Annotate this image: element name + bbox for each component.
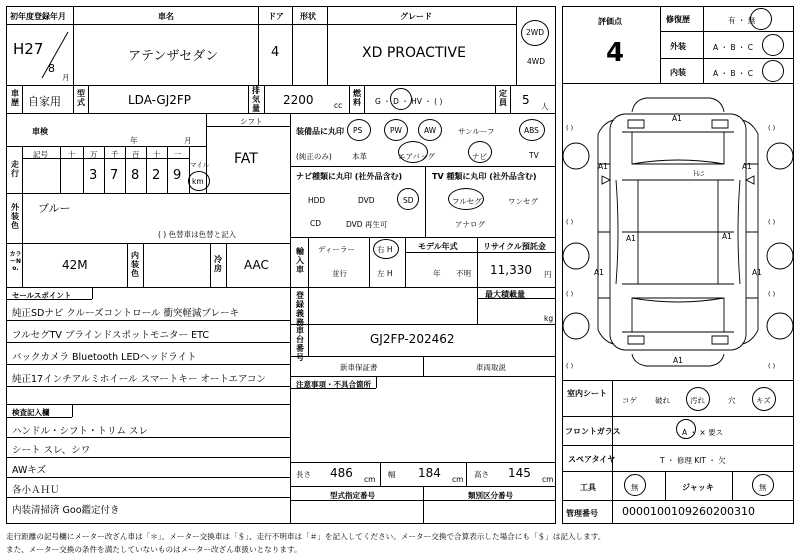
drive-2wd: 2WD <box>526 28 544 37</box>
spare-tire-options: T ・ 修理 KIT ・ 欠 <box>660 456 726 465</box>
door-count: 4 <box>271 45 280 60</box>
jack-label: ジャッキ <box>682 483 714 492</box>
displacement-unit: cc <box>334 101 343 110</box>
exterior-color-note: ( ) 色替車は色替と記入 <box>158 230 237 239</box>
width-label: 幅 <box>388 470 396 479</box>
chassis-label: 車台番号 <box>296 326 304 362</box>
tv-type-label: TV 種類に丸印 (社外品含む) <box>432 172 537 181</box>
mileage-header-sen: 千 <box>111 150 119 159</box>
equipment-sub: (純正のみ) <box>296 152 332 161</box>
seat-item: コゲ <box>622 396 637 405</box>
equip-leather: 本革 <box>352 152 367 161</box>
mileage-digit: 3 <box>89 168 98 183</box>
svg-text:( ): ( ) <box>768 362 776 370</box>
mileage-header-man: 万 <box>90 150 98 159</box>
inspection-month-unit: 月 <box>184 136 192 145</box>
mileage-unit-mile: マイル <box>190 161 210 169</box>
tools-label: 工具 <box>580 483 596 492</box>
seat-item: 破れ <box>655 396 670 405</box>
mgmt-no-value: 0000100109260200310 <box>622 505 755 518</box>
svg-text:( ): ( ) <box>566 218 574 226</box>
class-label: 類別区分番号 <box>468 491 513 500</box>
import-parallel: 並行 <box>332 269 347 278</box>
sales-points-header: セールスポイント <box>12 291 72 300</box>
equip-tv: TV <box>529 151 539 160</box>
damage-mark: A1 <box>673 356 683 365</box>
chassis-value: GJ2FP-202462 <box>370 332 455 346</box>
damage-mark: A1 <box>752 268 762 277</box>
interior-color-label: 内装色 <box>131 251 139 278</box>
mileage-digit: 9 <box>173 168 182 183</box>
interior-eval-options: A ・ B ・ C <box>713 69 754 78</box>
mileage-label: 走行 <box>11 160 19 178</box>
damage-mark: A1 <box>722 232 732 241</box>
drive-4wd: 4WD <box>527 57 545 66</box>
sales-point-line: バックカメラ Bluetooth LEDヘッドライト <box>12 352 197 363</box>
first-registration-month: 8 <box>48 62 55 75</box>
recycle-unit: 円 <box>544 270 552 279</box>
car-name-label: 車名 <box>158 12 174 21</box>
fuel-options: G ・ D ・ HV ・ ( ) <box>375 97 443 106</box>
exterior-color-value: ブルー <box>38 202 71 215</box>
svg-text:( ): ( ) <box>566 124 574 132</box>
mileage-digit: 2 <box>152 168 161 183</box>
inspector-line: AWキズ <box>12 465 47 476</box>
svg-text:( ): ( ) <box>566 362 574 370</box>
sales-point-line: フルセグTV ブラインドスポットモニター ETC <box>12 330 209 341</box>
model-label: 型式 <box>77 89 85 107</box>
length-label: 長さ <box>296 470 311 479</box>
mileage-header-hyaku: 百 <box>132 150 140 159</box>
capacity-value: 5 <box>522 93 530 107</box>
interior-eval-label: 内装 <box>670 68 686 77</box>
tools-value: 無 <box>631 483 639 492</box>
import-label: 輸入車 <box>296 247 304 274</box>
tv-oneseg: ワンセグ <box>508 197 538 206</box>
mileage-digit: 7 <box>110 168 119 183</box>
damage-mark: A1 <box>626 234 636 243</box>
mileage-unit-km: km <box>192 177 204 186</box>
equip-aw: AW <box>424 126 437 135</box>
width-unit: cm <box>452 475 464 484</box>
fuel-label: 燃料 <box>353 89 361 107</box>
inspector-line: 内装清掃済 Goo鑑定付き <box>12 505 120 516</box>
seat-item: 穴 <box>728 396 736 405</box>
import-dealer: ディーラー <box>318 245 355 254</box>
door-label: ドア <box>268 12 284 21</box>
score-value: 4 <box>606 38 625 68</box>
shift-label: シフト <box>240 117 263 126</box>
registration-label: 登録義務 <box>296 291 304 327</box>
first-registration-year: H27 <box>13 40 44 58</box>
car-name: アテンザセダン <box>128 49 219 64</box>
height-unit: cm <box>542 475 554 484</box>
recycle-value: 11,330 <box>490 263 532 277</box>
inspection-label: 車検 <box>32 127 48 136</box>
navi-sd: SD <box>403 196 414 205</box>
color-no-label: カラーNo. <box>9 251 22 272</box>
exterior-color-label: 外装色 <box>11 203 19 230</box>
height-label: 高さ <box>474 470 489 479</box>
damage-mark: A1 <box>742 162 752 171</box>
mileage-digit: 8 <box>131 168 140 183</box>
equip-ps: PS <box>353 126 363 135</box>
displacement-value: 2200 <box>283 93 314 107</box>
inspection-year-unit: 年 <box>130 136 138 145</box>
repair-none-circle <box>750 8 772 30</box>
shift-value: FAT <box>234 151 258 167</box>
repair-label: 修復歴 <box>666 15 690 24</box>
capacity-label: 定員 <box>499 89 507 107</box>
length-value: 486 <box>330 466 353 480</box>
model-value: LDA-GJ2FP <box>128 93 192 107</box>
spare-tire-label: スペアタイヤ <box>568 455 616 464</box>
usage-value: 自家用 <box>28 95 61 108</box>
mileage-header-juu: 十 <box>153 150 161 159</box>
seat-item: 汚れ <box>690 396 705 405</box>
windshield-label: フロントガラス <box>565 427 621 436</box>
jack-value: 無 <box>759 483 767 492</box>
mgmt-no-label: 管理番号 <box>566 509 598 518</box>
windshield-a-circle <box>676 419 696 439</box>
model-year-label: モデル年式 <box>418 242 458 251</box>
damage-mark: A1 <box>598 162 608 171</box>
svg-text:( ): ( ) <box>768 124 776 132</box>
exterior-eval-options: A ・ B ・ C <box>713 43 754 52</box>
equip-airbag: エアバッグ <box>398 152 435 161</box>
svg-text:( ): ( ) <box>566 290 574 298</box>
grade-value: XD PROACTIVE <box>362 45 466 61</box>
mileage-header-10man: 十 <box>68 150 76 159</box>
navi-dvd: DVD <box>358 196 375 205</box>
type-cert-label: 型式指定番号 <box>330 491 375 500</box>
mileage-header-ichi: 一 <box>174 150 182 159</box>
equipment-label: 装備品に丸印 <box>296 127 344 136</box>
model-year-unknown: 不明 <box>456 269 471 278</box>
damage-mark: A1 <box>672 114 682 123</box>
displacement-label: 排気量 <box>252 86 260 113</box>
notes-label: 注意事項・不具合箇所 <box>296 380 371 389</box>
model-year-unit: 年 <box>433 269 441 278</box>
color-no-value: 42M <box>62 258 88 272</box>
damage-mark: A1 <box>594 268 604 277</box>
width-value: 184 <box>418 466 441 480</box>
score-label: 評価点 <box>598 17 622 26</box>
windshield-options: A ・ × 要ス <box>682 428 724 437</box>
import-right: 右 H <box>377 245 393 254</box>
shape-label: 形状 <box>300 12 316 21</box>
max-load-label: 最大積載量 <box>485 290 525 299</box>
fuel-diesel-circle <box>390 88 412 110</box>
svg-text:( ): ( ) <box>768 290 776 298</box>
navi-hdd: HDD <box>308 196 326 205</box>
navi-type-label: ナビ種類に丸印 (社外品含む) <box>296 172 403 181</box>
navi-dvd-play: DVD 再生可 <box>346 220 388 229</box>
tv-analog: アナログ <box>455 220 485 229</box>
height-value: 145 <box>508 466 531 480</box>
length-unit: cm <box>364 475 376 484</box>
exterior-eval-label: 外装 <box>670 42 686 51</box>
equip-sunroof: サンルーフ <box>458 127 495 136</box>
import-left: 左 H <box>377 269 393 278</box>
equip-pw: PW <box>390 126 402 135</box>
sales-point-line: 純正SDナビ クルーズコントロール 衝突軽減ブレーキ <box>12 308 240 319</box>
interior-eval-circle <box>762 60 784 82</box>
warranty-new-car: 新車保証書 <box>340 363 378 372</box>
capacity-unit: 人 <box>541 102 549 111</box>
equip-abs: ABS <box>524 126 539 135</box>
seat-label: 室内シート <box>567 389 607 398</box>
svg-text:( ): ( ) <box>768 218 776 226</box>
repair-options: 有 ・ 無 <box>728 16 756 25</box>
ac-label: 冷房 <box>214 255 222 273</box>
first-registration-label: 初年度登録年月 <box>10 12 66 21</box>
usage-label: 車歴 <box>11 89 19 107</box>
recycle-label: リサイクル預託金 <box>483 242 546 251</box>
inspector-header: 検査記入欄 <box>12 408 50 417</box>
tv-fullseg: フルセグ <box>452 197 482 206</box>
ac-value: AAC <box>244 258 269 272</box>
inspector-line: 各小ＡＨＵ <box>12 485 60 496</box>
seat-item: キズ <box>756 396 771 405</box>
equip-navi: ナビ <box>472 152 487 161</box>
navi-cd: CD <box>310 219 322 228</box>
grade-label: グレード <box>400 12 432 21</box>
car-damage-diagram <box>562 84 794 380</box>
inspector-line: シート スレ、シワ <box>12 445 91 456</box>
max-load-unit: kg <box>544 314 554 323</box>
warranty-manual: 車両取説 <box>476 363 506 372</box>
sales-point-line: 純正17インチアルミホイール スマートキー オートエアコン <box>12 374 267 385</box>
mileage-header-mark: 記号 <box>33 150 48 159</box>
footer-note-2: また、メーター交換の条件を満たしていないものはメーター改ざん車扱いとなります。 <box>6 545 302 554</box>
exterior-eval-circle <box>762 34 784 56</box>
inspector-line: ハンドル・シフト・トリム スレ <box>12 426 149 437</box>
damage-mark-note: ﾄﾚﾆ <box>693 169 705 178</box>
footer-note-1: 走行距離の記号欄にメーター改ざん車は「＊」、メーター交換車は「＄」、走行不明車は「＃」を記入してください。メーター交換で合算表示した場合にも「＄」は記入します。 <box>6 532 606 541</box>
month-unit: 月 <box>62 73 70 82</box>
